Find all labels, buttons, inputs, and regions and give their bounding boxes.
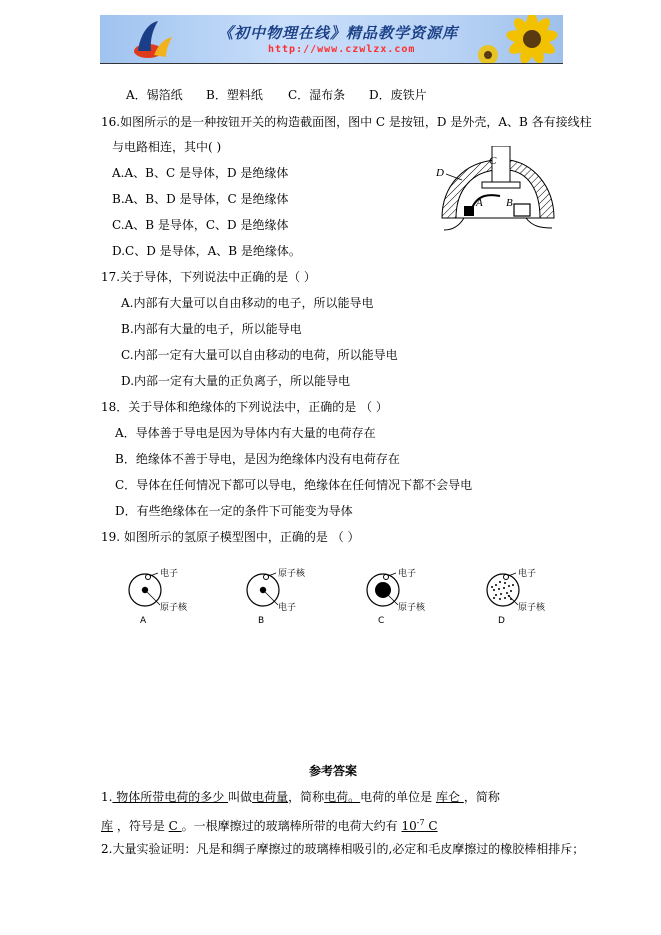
svg-text:电子: 电子 xyxy=(398,569,417,579)
q17-stem: 17.关于导体，下列说法中正确的是（ ） xyxy=(101,270,316,284)
svg-text:C: C xyxy=(378,616,385,626)
model-b xyxy=(247,567,306,626)
q17-option-a: A.内部有大量可以自由移动的电子，所以能导电 xyxy=(121,296,374,310)
button-switch-figure xyxy=(434,146,564,236)
svg-text:电子: 电子 xyxy=(278,603,297,613)
q16-option-d: D.C、D 是导体，A、B 是绝缘体。 xyxy=(112,244,301,258)
svg-text:电子: 电子 xyxy=(160,569,179,579)
label-a: A xyxy=(476,197,483,209)
model-d xyxy=(487,567,546,626)
q17-option-d: D.内部一定有大量的正负离子，所以能导电 xyxy=(121,374,351,388)
model-a xyxy=(129,567,188,626)
q18-option-b: B．绝缘体不善于导电，是因为绝缘体内没有电荷存在 xyxy=(115,452,400,466)
q15-option-a: A．锡箔纸 xyxy=(126,88,183,102)
answer-1-line2: 库 ，符号是 C 。一根摩擦过的玻璃棒所带的电荷大约有 $10^{-7}$ C xyxy=(101,818,438,833)
q18-option-a: A．导体善于导电是因为导体内有大量的电荷存在 xyxy=(115,426,376,440)
q16-option-a: A.A、B、C 是导体，D 是绝缘体 xyxy=(112,166,289,180)
q16-option-b: B.A、B、D 是导体，C 是绝缘体 xyxy=(112,192,289,206)
q19-stem: 19. 如图所示的氢原子模型图中，正确的是 （ ） xyxy=(101,530,360,544)
header-url: http://www.czwlzx.com xyxy=(268,44,416,55)
q15-option-c: C．湿布条 xyxy=(288,88,346,102)
q16-option-c: C.A、B 是导体，C、D 是绝缘体 xyxy=(112,218,289,232)
q17-option-b: B.内部有大量的电子，所以能导电 xyxy=(121,322,302,336)
logo-icon xyxy=(124,15,184,63)
svg-text:原子核: 原子核 xyxy=(160,603,188,613)
q18-option-d: D．有些绝缘体在一定的条件下可能变为导体 xyxy=(115,504,353,518)
answers-title: 参考答案 xyxy=(309,764,358,778)
svg-text:电子: 电子 xyxy=(518,569,537,579)
svg-text:D: D xyxy=(498,616,505,626)
header-rule xyxy=(100,63,563,64)
model-c xyxy=(367,567,426,626)
q15-option-b: B．塑料纸 xyxy=(206,88,263,102)
header-banner xyxy=(100,15,563,63)
svg-text:原子核: 原子核 xyxy=(518,603,546,613)
q15-option-d: D．废铁片 xyxy=(369,88,427,102)
svg-text:原子核: 原子核 xyxy=(398,603,426,613)
header-title: 《初中物理在线》精品教学资源库 xyxy=(218,24,459,42)
q18-option-c: C．导体在任何情况下都可以导电，绝缘体在任何情况下都不会导电 xyxy=(115,478,473,492)
sunflower-icon xyxy=(470,15,563,63)
svg-text:原子核: 原子核 xyxy=(278,569,306,579)
label-c: C xyxy=(489,155,497,167)
q18-stem: 18．关于导体和绝缘体的下列说法中，正确的是 （ ） xyxy=(101,400,388,414)
q16-stem-line2: 与电路相连，其中( ) xyxy=(112,140,222,154)
q16-stem-line1: 16.如图所示的是一种按钮开关的构造截面图，图中 C 是按钮，D 是外壳，A、B 各有接线柱 xyxy=(101,115,592,129)
q17-option-c: C.内部一定有大量可以自由移动的电荷，所以能导电 xyxy=(121,348,398,362)
label-b: B xyxy=(506,197,513,209)
svg-text:B: B xyxy=(258,616,265,626)
answer-1-line1: 1. 物体所带电荷的多少 叫做电荷量，简称电荷。电荷的单位是 库仑 ，简称 xyxy=(101,790,500,804)
hydrogen-models-figure xyxy=(120,565,580,630)
answer-2: 2.大量实验证明：凡是和绸子摩擦过的玻璃棒相吸引的,必定和毛皮摩擦过的橡胶棒相排斥； xyxy=(101,842,585,856)
svg-text:A: A xyxy=(140,616,147,626)
label-d: D xyxy=(436,167,444,179)
